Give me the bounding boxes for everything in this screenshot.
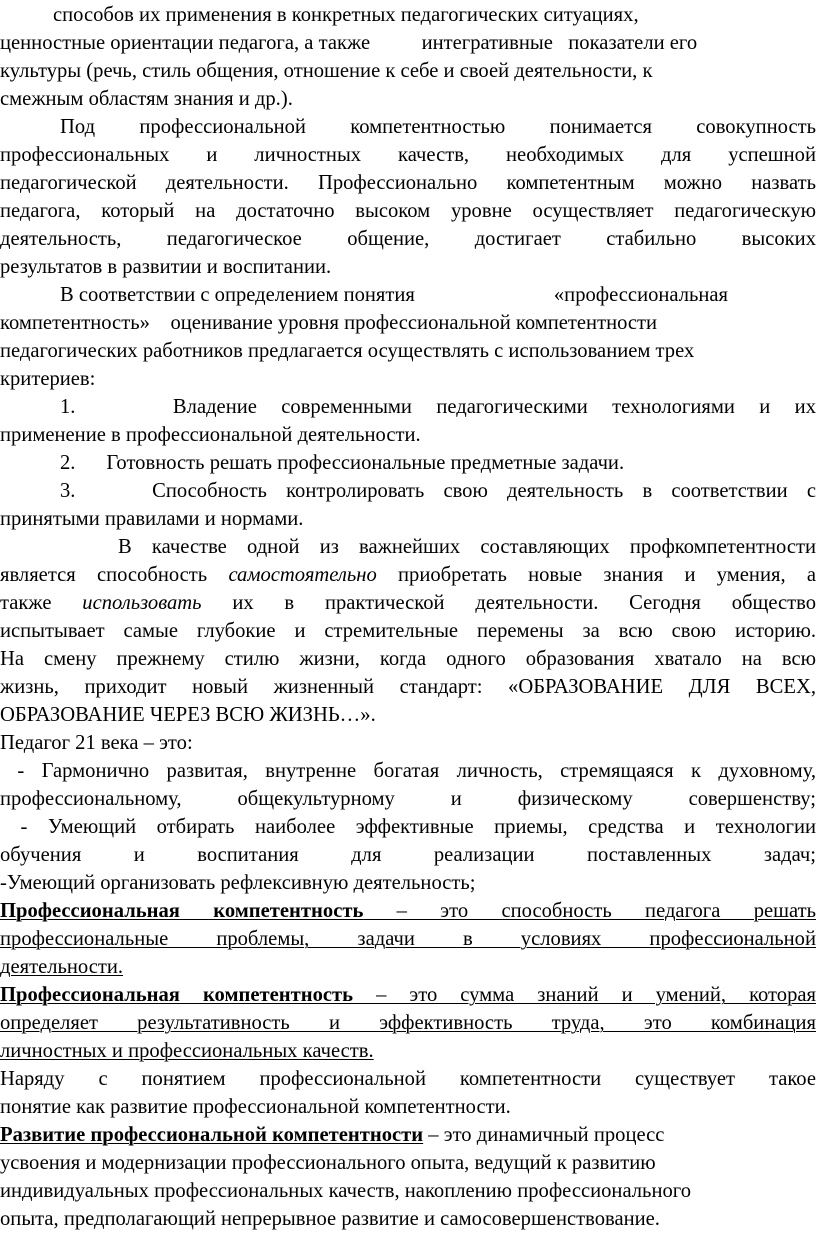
text-line: В соответствии с определением понятия «профессиональная bbox=[60, 284, 729, 306]
text-line: На смену прежнему стилю жизни, когда одного образования хватало на всю bbox=[0, 648, 816, 670]
text-line: ОБРАЗОВАНИЕ ЧЕРЕЗ ВСЮ ЖИЗНЬ…». bbox=[0, 704, 376, 726]
text-line: также использовать их в практической деятельности. Сегодня общество bbox=[0, 592, 816, 614]
text-line: является способность самостоятельно приобретать новые знания и умения, а bbox=[0, 564, 816, 586]
text-line: педагогических работников предлагается осуществлять с использованием трех bbox=[0, 340, 695, 362]
text-line: компетентность» оценивание уровня профессиональной компетентности bbox=[0, 312, 658, 334]
text-line: смежным областям знания и др.). bbox=[0, 88, 293, 110]
text-line: профессиональных и личностных качеств, необходимых для успешной bbox=[0, 144, 816, 166]
definition-line: профессиональные проблемы, задачи в условиях профессиональной bbox=[0, 928, 816, 950]
text-line: опыта, предполагающий непрерывное развитие и самосовершенствование. bbox=[0, 1208, 660, 1230]
text-line: способов их применения в конкретных педагогических ситуациях, bbox=[53, 4, 639, 26]
text-line: жизнь, приходит новый жизненный стандарт: «ОБРАЗОВАНИЕ ДЛЯ ВСЕХ, bbox=[0, 676, 816, 698]
text-line: педагогической деятельности. Профессионально компетентным можно назвать bbox=[0, 172, 816, 194]
text-line: индивидуальных профессиональных качеств, накоплению профессионального bbox=[0, 1180, 691, 1202]
definition-line: Развитие профессиональной компетентности – это динамичный процесс bbox=[0, 1124, 665, 1146]
text-line: педагога, который на достаточно высоком уровне осуществляет педагогическую bbox=[0, 200, 816, 222]
text-line: понятие как развитие профессиональной компетентности. bbox=[0, 1096, 511, 1118]
text-line: Педагог 21 века – это: bbox=[0, 732, 193, 754]
text-line: - Умеющий отбирать наиболее эффективные приемы, средства и технологии bbox=[0, 816, 816, 838]
list-item-3: 3. Способность контролировать свою деятельность в соответствии с bbox=[60, 480, 816, 502]
text-line: ценностные ориентации педагога, а также интегративные показатели его bbox=[0, 32, 698, 54]
text-line: Под профессиональной компетентностью понимается совокупность bbox=[60, 116, 816, 138]
text-line: Наряду с понятием профессиональной компетентности существует такое bbox=[0, 1068, 816, 1090]
list-item-2: 2. Готовность решать профессиональные предметные задачи. bbox=[60, 452, 625, 474]
text-line: испытывает самые глубокие и стремительные перемены за всю свою историю. bbox=[0, 620, 816, 642]
definition-line: Профессиональная компетентность – это сумма знаний и умений, которая bbox=[0, 984, 816, 1006]
text-line: культуры (речь, стиль общения, отношение к себе и своей деятельности, к bbox=[0, 60, 653, 82]
text-line: применение в профессиональной деятельности. bbox=[0, 424, 421, 446]
definition-line: Профессиональная компетентность – это способность педагога решать bbox=[0, 900, 816, 922]
text-line: обучения и воспитания для реализации поставленных задач; bbox=[0, 844, 816, 866]
text-line: - Гармонично развитая, внутренне богатая личность, стремящаяся к духовному, bbox=[0, 760, 816, 782]
text-line: результатов в развитии и воспитании. bbox=[0, 256, 332, 278]
text-line: деятельность, педагогическое общение, достигает стабильно высоких bbox=[0, 228, 816, 250]
text-line: профессиональному, общекультурному и физическому совершенству; bbox=[0, 788, 816, 810]
text-line: В качестве одной из важнейших составляющих профкомпетентности bbox=[118, 536, 816, 558]
text-line: принятыми правилами и нормами. bbox=[0, 508, 304, 530]
list-item-1: 1. Владение современными педагогическими технологиями и их bbox=[60, 396, 816, 418]
text-line: -Умеющий организовать рефлексивную деятельность; bbox=[0, 872, 476, 894]
definition-line: личностных и профессиональных качеств. bbox=[0, 1040, 374, 1062]
definition-line: деятельности. bbox=[0, 956, 124, 978]
text-line: усвоения и модернизации профессионального опыта, ведущий к развитию bbox=[0, 1152, 656, 1174]
text-line: критериев: bbox=[0, 368, 96, 390]
definition-line: определяет результативность и эффективность труда, это комбинация bbox=[0, 1012, 816, 1034]
